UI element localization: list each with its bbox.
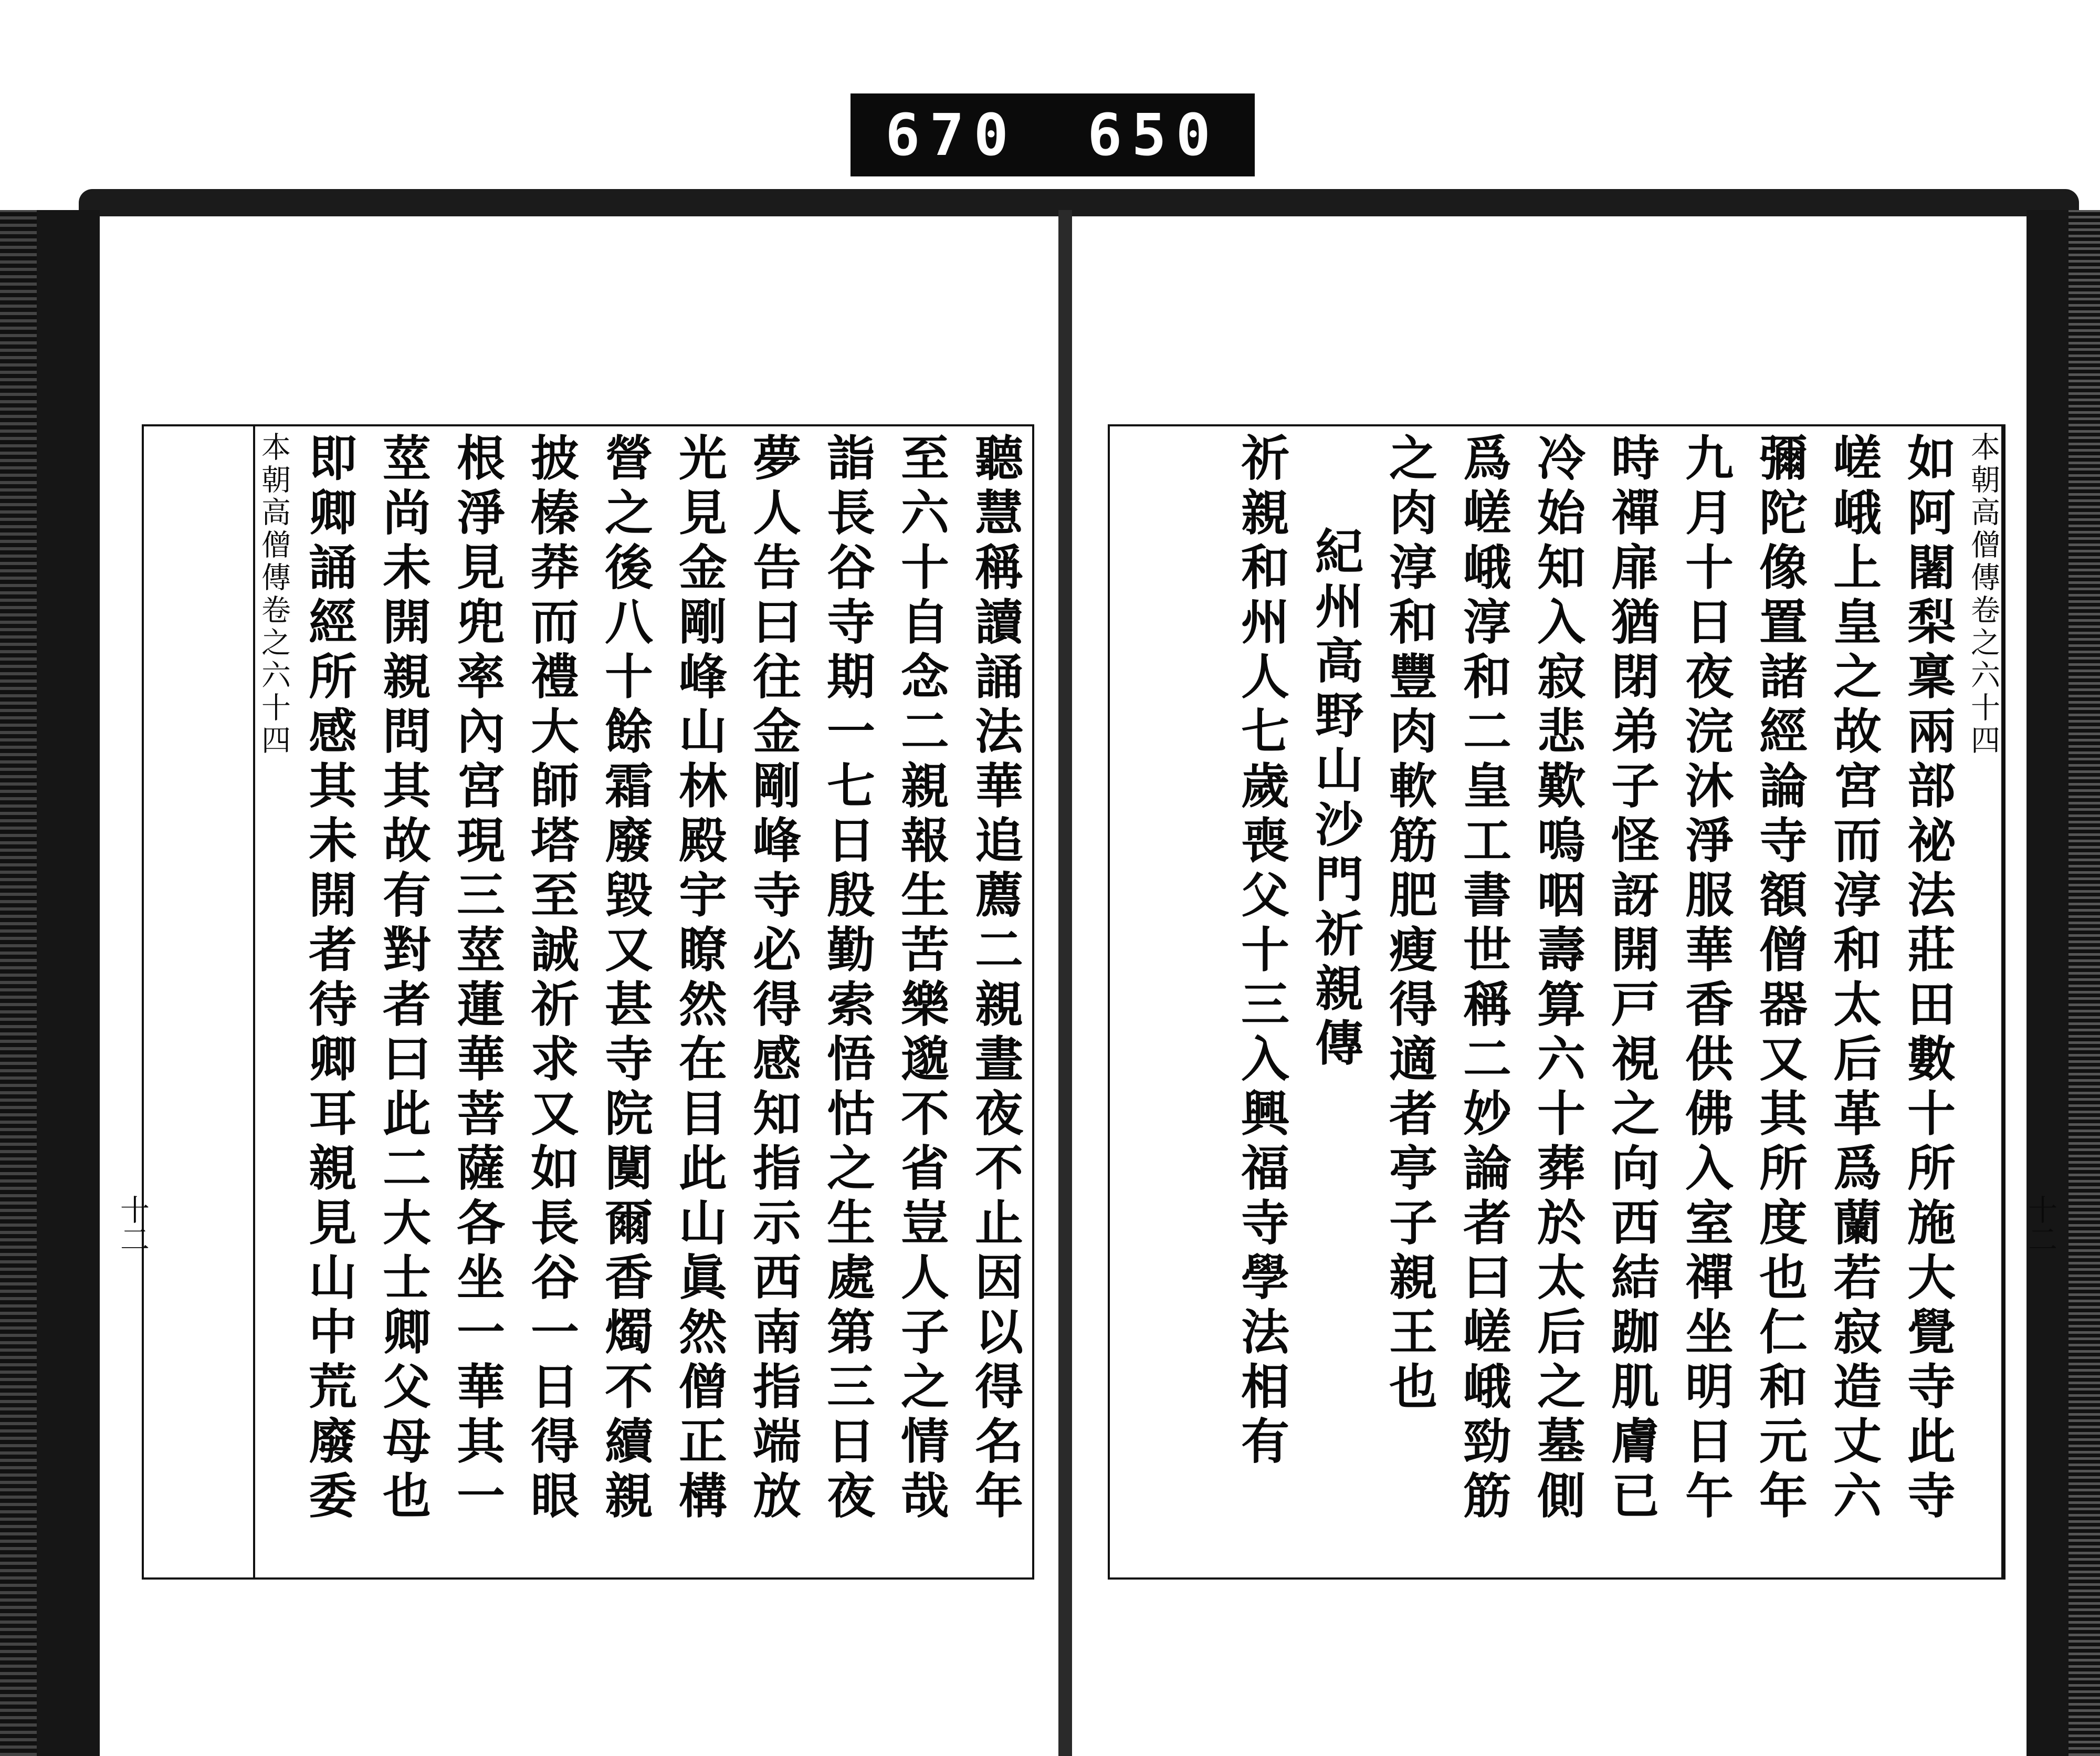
right-column-7: 爲嵯峨淳和二皇工書世稱二妙論者曰嵯峨勁筋	[1455, 433, 1512, 1525]
reel-frame-label	[850, 93, 1255, 176]
right-column-2: 嵯峨上皇之故宮而淳和太后革爲蘭若寂造丈六	[1825, 433, 1882, 1525]
right-folio: 十二	[2023, 1195, 2057, 1253]
left-column-2: 至六十自念二親報生苦樂邈不省豈人子之情哉	[893, 433, 950, 1525]
book-gutter	[1058, 210, 1072, 1756]
left-folio: 十二	[116, 1195, 150, 1253]
left-column-4: 夢人告曰往金剛峰寺必得感知指示西南指端放	[745, 433, 802, 1525]
left-column-7: 披榛莽而禮大師塔至誠祈求又如長谷一日得眼	[523, 433, 580, 1525]
left-column-5: 光見金剛峰山林殿宇瞭然在目此山眞然僧正構	[671, 433, 728, 1525]
frame-number-a: 670	[885, 101, 1018, 169]
right-column-3: 彌陀像置諸經論寺額僧器又其所度也仁和元年	[1751, 433, 1808, 1525]
left-page-stack	[0, 210, 37, 1756]
frame-number-b: 650	[1087, 101, 1220, 169]
right-column-1: 如阿闍梨稟兩部祕法莊田數十所施大覺寺此寺	[1899, 433, 1956, 1525]
section-title: 紀州高野山沙門祈親傳	[1307, 526, 1364, 1072]
left-column-1: 聽慧稱讀誦法華追薦二親晝夜不止因以得名年	[967, 433, 1024, 1525]
left-text-block	[142, 424, 1034, 1580]
right-page-stack	[2068, 210, 2100, 1756]
right-column-8: 之肉淳和豐肉軟筋肥瘦得適者亭子親王也	[1381, 433, 1438, 1416]
left-column-8: 根淨見兜率內宮現三莖蓮華菩薩各坐一華其一	[449, 433, 506, 1525]
right-column-last: 祈親和州人七歲喪父十三入興福寺學法相有	[1233, 433, 1290, 1470]
right-column-6: 冷始知入寂悲歎嗚咽壽算六十葬於太后之墓側	[1529, 433, 1586, 1525]
right-margin-header: 本朝高僧傳卷之六十四	[1965, 426, 2003, 1577]
left-column-6: 營之後八十餘霜廢毀又甚寺院闃爾香燭不續親	[597, 433, 654, 1525]
right-column-4: 九月十日夜浣沐淨服華香供佛入室禪坐明日午	[1677, 433, 1734, 1525]
left-column-10: 即卿誦經所感其未開者待卿耳親見山中荒廢委	[301, 433, 358, 1525]
left-column-9: 莖尚未開親問其故有對者曰此二大士卿父母也	[375, 433, 432, 1525]
right-text-block	[1108, 424, 2006, 1580]
book-top-shadow	[79, 189, 2079, 216]
left-column-3: 詣長谷寺期一七日殷勤索悟怙之生處第三日夜	[819, 433, 876, 1525]
left-margin-header: 本朝高僧傳卷之六十四	[253, 426, 292, 1577]
right-column-5: 時禪扉猶閉弟子怪訝開戸視之向西結跏肌膚已	[1603, 433, 1660, 1525]
